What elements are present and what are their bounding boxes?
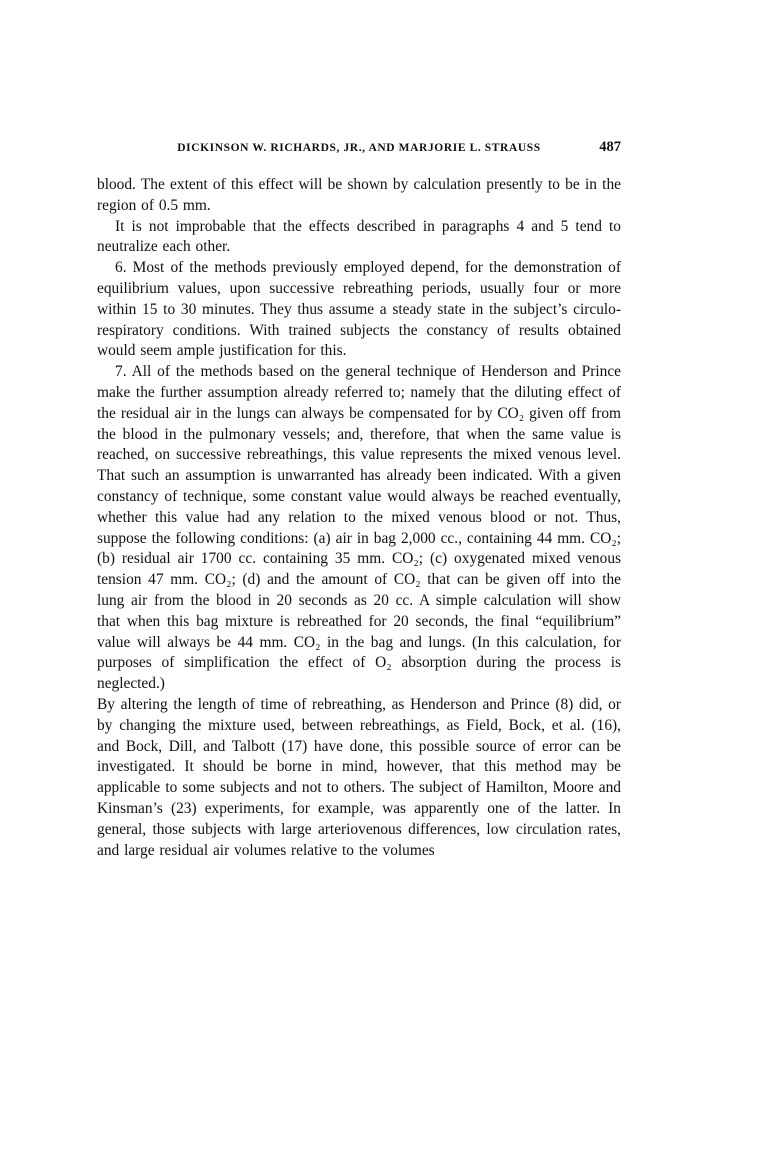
paragraph: It is not improbable that the effects described in paragraphs 4 and 5 tend to neutralize each other.	[97, 217, 621, 256]
page-number: 487	[599, 139, 621, 155]
running-head-authors: DICKINSON W. RICHARDS, JR., AND MARJORIE L. STRAUSS	[177, 142, 541, 154]
running-head	[97, 139, 621, 155]
paragraph: 6. Most of the methods previously employed depend, for the demonstration of equilibrium values, upon successive rebreathing periods, usually four or more within 15 to 30 minutes. They thus assume a steady state in the subject’s circulo-respiratory conditions. With trained subjects the constancy of results obtained would seem ample justification for this.	[97, 259, 621, 360]
page-body	[97, 175, 621, 861]
paragraph: 7. All of the methods based on the general technique of Henderson and Prince make the further assumption already referred to; namely that the diluting effect of the residual air in the lungs can always be compensated for by CO₂ given off from the blood in the pulmonary vessels; and, therefore, that when the same value is reached, on successive rebreathings, this value represents the mixed venous level. That such an assumption is unwarranted has already been indicated. With a given constancy of technique, some constant value would always be reached eventually, whether this value had any relation to the mixed venous blood or not. Thus, suppose the following conditions: (a) air in bag 2,000 cc., containing 44 mm. CO₂; (b) residual air 1700 cc. containing 35 mm. CO₂; (c) oxygenated mixed venous tension 47 mm. CO₂; (d) and the amount of CO₂ that can be given off into the lung air from the blood in 20 seconds as 20 cc. A simple calculation will show that when this bag mixture is rebreathed for 20 seconds, the final “equilibrium” value will always be 44 mm. CO₂ in the bag and lungs. (In this calculation, for purposes of simplification the effect of O₂ absorption during the process is neglected.)	[97, 363, 621, 693]
paragraph: blood. The extent of this effect will be shown by calculation presently to be in the region of 0.5 mm.	[97, 176, 621, 214]
paragraph: By altering the length of time of rebreathing, as Henderson and Prince (8) did, or by changing the mixture used, between rebreathings, as Field, Bock, et al. (16), and Bock, Dill, and Talbott (17) have done, this possible source of error can be investigated. It should be borne in mind, however, that this method may be applicable to some subjects and not to others. The subject of Hamilton, Moore and Kinsman’s (23) experiments, for example, was apparently one of the latter. In general, those subjects with large arteriovenous differences, low circulation rates, and large residual air volumes relative to the volumes	[97, 695, 621, 859]
